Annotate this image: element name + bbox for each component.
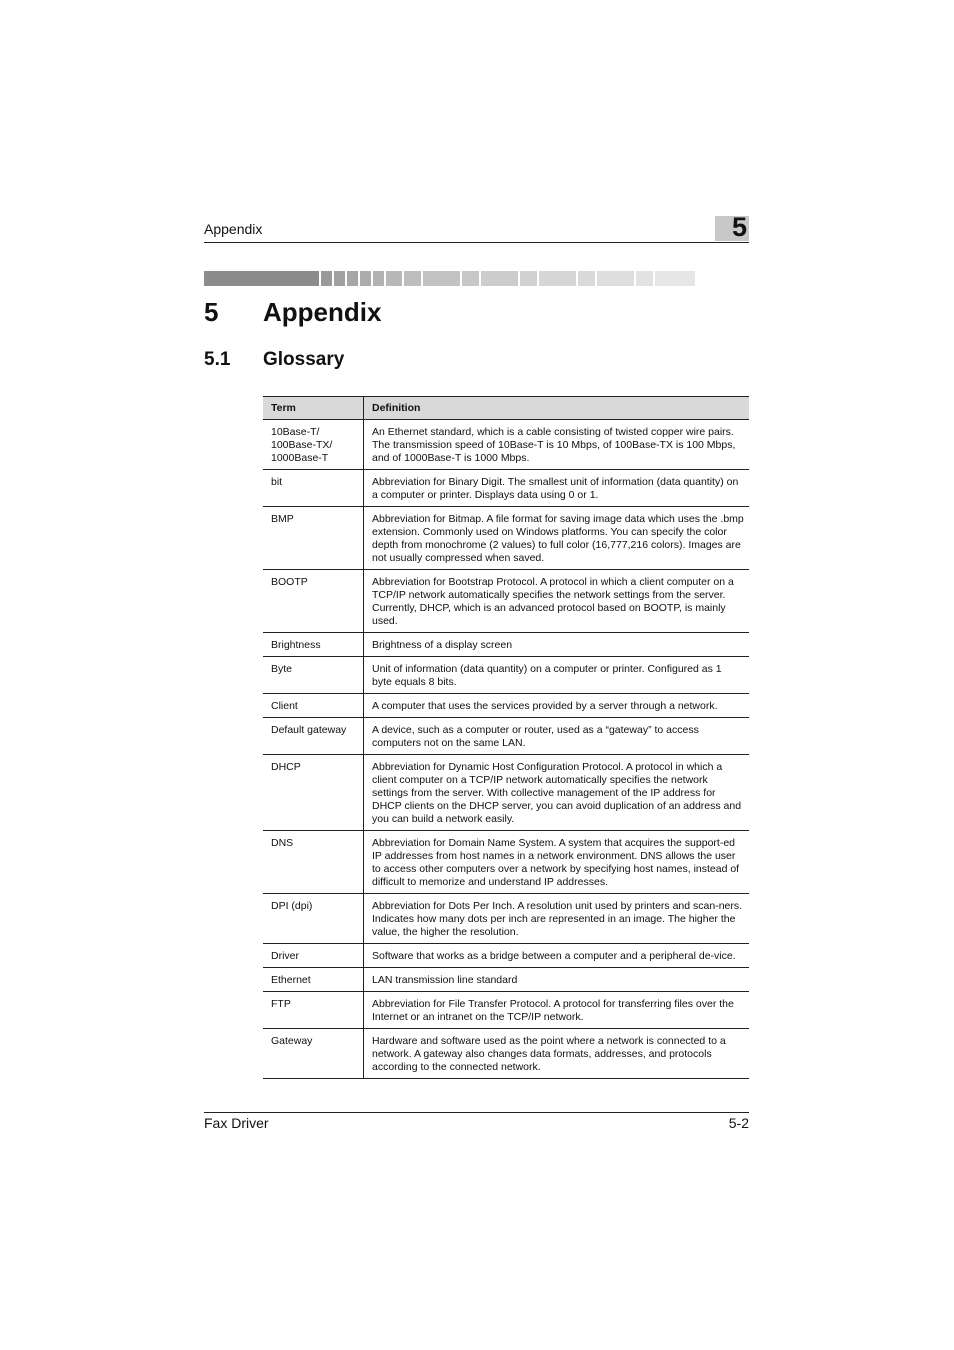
chapter-title: Appendix xyxy=(263,297,382,327)
term-cell: 10Base-T/ 100Base-TX/ 1000Base-T xyxy=(263,420,364,470)
definition-cell: Software that works as a bridge between a computer and a peripheral de-vice. xyxy=(364,944,750,968)
decorative-band xyxy=(204,271,749,286)
running-header xyxy=(204,212,749,243)
band-segment xyxy=(597,271,634,286)
definition-cell: Abbreviation for Bitmap. A file format for saving image data which uses the .bmp extension. Commonly used on Windows platforms. You can specify the color depth from monochrome (2 values) to full color (16,777,216 colors). Images are not usually compressed when saved. xyxy=(364,507,750,570)
definition-cell: Abbreviation for Dynamic Host Configuration Protocol. A protocol in which a client computer on a TCP/IP network automatically specifies the network settings from the server. With collective management of the IP address for DHCP clients on the DHCP server, you can avoid duplication of an address and you can build a network easily. xyxy=(364,755,750,831)
page-number: 5-2 xyxy=(728,1115,749,1131)
band-segment xyxy=(539,271,576,286)
term-cell: Client xyxy=(263,694,364,718)
term-cell: DNS xyxy=(263,831,364,894)
chapter-number: 5 xyxy=(204,297,219,327)
table-row xyxy=(263,894,749,944)
definition-cell: Abbreviation for File Transfer Protocol. A protocol for transferring files over the Internet or an intranet on the TCP/IP network. xyxy=(364,992,750,1029)
table-row xyxy=(263,755,749,831)
footer-product: Fax Driver xyxy=(204,1115,269,1131)
term-cell: FTP xyxy=(263,992,364,1029)
band-segment xyxy=(655,271,695,286)
definition-cell: LAN transmission line standard xyxy=(364,968,750,992)
term-cell: DHCP xyxy=(263,755,364,831)
term-cell: Driver xyxy=(263,944,364,968)
table-row xyxy=(263,470,749,507)
table-header-row xyxy=(263,397,749,420)
table-row xyxy=(263,657,749,694)
band-segment xyxy=(334,271,345,286)
column-header-definition: Definition xyxy=(364,397,750,420)
band-segment xyxy=(360,271,371,286)
term-cell: Ethernet xyxy=(263,968,364,992)
term-cell: Default gateway xyxy=(263,718,364,755)
table-row xyxy=(263,944,749,968)
chapter-tab xyxy=(715,212,749,242)
term-cell: Gateway xyxy=(263,1029,364,1079)
band-segment xyxy=(386,271,402,286)
band-segment xyxy=(423,271,460,286)
chapter-tab-number: 5 xyxy=(731,212,747,242)
definition-cell: Brightness of a display screen xyxy=(364,633,750,657)
definition-cell: Abbreviation for Binary Digit. The smallest unit of information (data quantity) on a computer or printer. Displays data using 0 or 1. xyxy=(364,470,750,507)
definition-cell: Hardware and software used as the point where a network is connected to a network. A gateway also changes data formats, addresses, and protocols according to the connected network. xyxy=(364,1029,750,1079)
running-header-title: Appendix xyxy=(204,221,263,237)
band-segment xyxy=(636,271,653,286)
term-cell: Brightness xyxy=(263,633,364,657)
table-row xyxy=(263,694,749,718)
band-segment xyxy=(347,271,358,286)
term-cell: BOOTP xyxy=(263,570,364,633)
table-row xyxy=(263,831,749,894)
column-header-term: Term xyxy=(263,397,364,420)
band-segment xyxy=(578,271,595,286)
band-segment xyxy=(481,271,518,286)
table-row xyxy=(263,968,749,992)
table-row xyxy=(263,718,749,755)
section-heading xyxy=(204,349,344,371)
chapter-heading xyxy=(204,297,381,328)
definition-cell: Abbreviation for Domain Name System. A system that acquires the support-ed IP addresses from host names in a network environment. DNS allows the user to access other computers over a network by specifying host names, instead of difficult to memorize and understand IP addresses. xyxy=(364,831,750,894)
page-footer xyxy=(204,1112,749,1131)
band-segment xyxy=(373,271,384,286)
band-segment xyxy=(204,271,319,286)
table-row xyxy=(263,570,749,633)
band-segment xyxy=(462,271,479,286)
band-segment xyxy=(321,271,332,286)
table-row xyxy=(263,420,749,470)
band-segment xyxy=(404,271,421,286)
definition-cell: A device, such as a computer or router, used as a “gateway” to access computers not on the same LAN. xyxy=(364,718,750,755)
band-segment xyxy=(520,271,537,286)
table-row xyxy=(263,633,749,657)
term-cell: bit xyxy=(263,470,364,507)
definition-cell: An Ethernet standard, which is a cable consisting of twisted copper wire pairs. The transmission speed of 10Base-T is 10 Mbps, of 100Base-TX is 100 Mbps, and of 1000Base-T is 1000 Mbps. xyxy=(364,420,750,470)
table-row xyxy=(263,507,749,570)
term-cell: Byte xyxy=(263,657,364,694)
term-cell: BMP xyxy=(263,507,364,570)
table-row xyxy=(263,1029,749,1079)
section-title: Glossary xyxy=(263,349,345,370)
table-row xyxy=(263,992,749,1029)
definition-cell: Abbreviation for Bootstrap Protocol. A protocol in which a client computer on a TCP/IP network automatically specifies the network settings from the server. Currently, DHCP, which is an advanced protocol based on BOOTP, is mainly used. xyxy=(364,570,750,633)
glossary-body xyxy=(263,420,749,1079)
definition-cell: A computer that uses the services provided by a server through a network. xyxy=(364,694,750,718)
term-cell: DPI (dpi) xyxy=(263,894,364,944)
definition-cell: Unit of information (data quantity) on a computer or printer. Configured as 1 byte equals 8 bits. xyxy=(364,657,750,694)
definition-cell: Abbreviation for Dots Per Inch. A resolution unit used by printers and scan-ners. Indicates how many dots per inch are represented in an image. The higher the value, the higher the resolution. xyxy=(364,894,750,944)
glossary-table xyxy=(263,396,749,1079)
section-number: 5.1 xyxy=(204,349,231,370)
